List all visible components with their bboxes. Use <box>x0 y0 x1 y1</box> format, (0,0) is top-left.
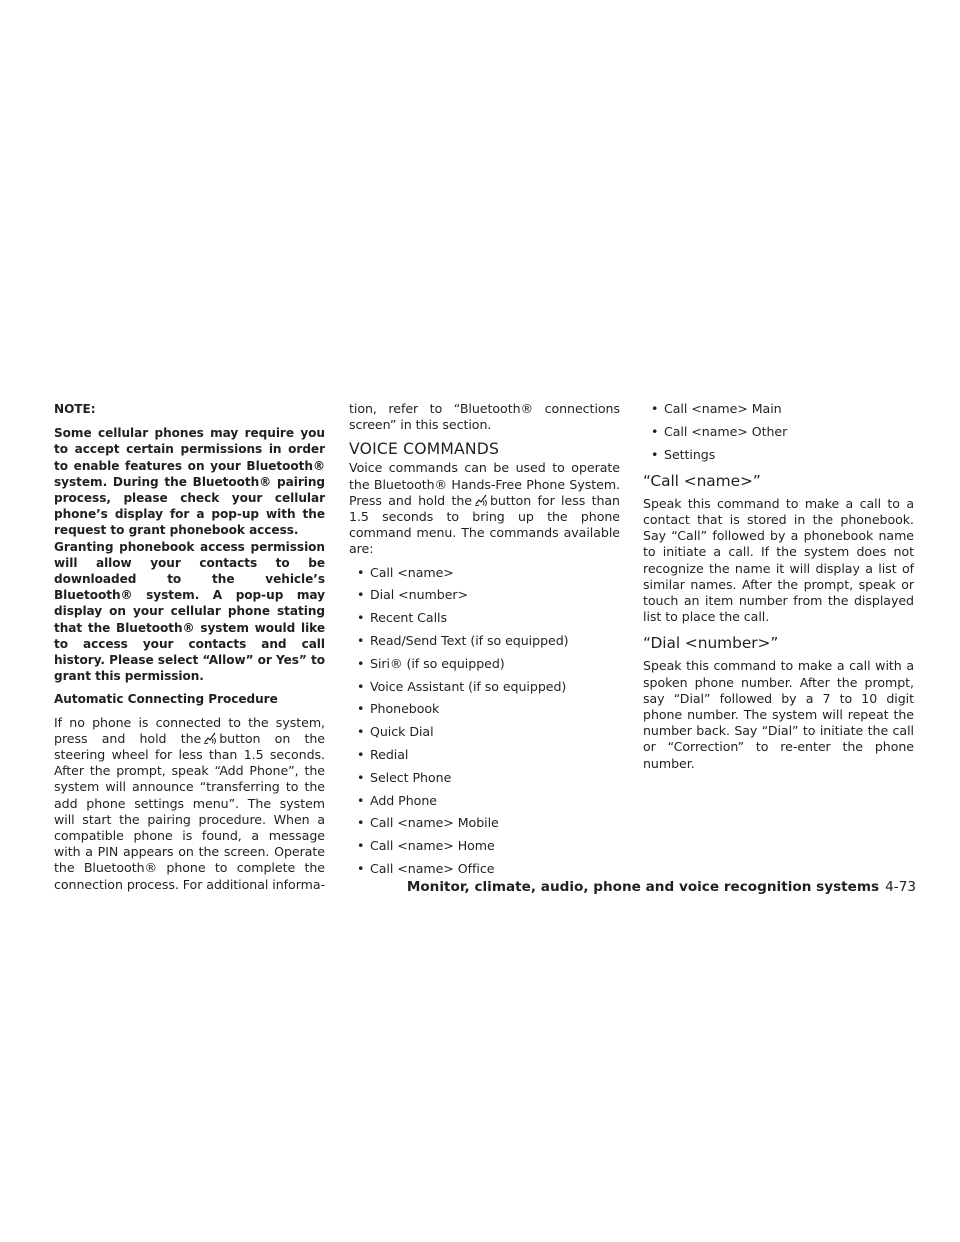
list-item: • Redial <box>357 747 409 762</box>
list-item: • Settings <box>651 446 716 462</box>
footer-section-title: Monitor, climate, audio, phone and voice recognition systems <box>406 879 880 895</box>
page-footer <box>407 878 916 896</box>
call-name-paragraph: Speak this command to make a call to a contact that is stored in the phonebook. Say “Call” followed by a phonebook name to initiate a call. If the system does not recognize the name it will display a list of similar names. After the prompt, speak or touch an item number from the displayed list to place the call. <box>643 495 914 625</box>
column-left <box>54 401 325 900</box>
list-item: • Call <name> Home <box>357 838 495 854</box>
list-item: • Call <name> Office <box>357 860 495 876</box>
phone-voice-icon <box>473 493 489 507</box>
auto-connect-text-b: button on the steering wheel for less than 1.5 seconds. After the prompt, speak “Add Phone”, the system will announce “transferring to the add phone settings menu”. The system will start the pairing procedure. When a compatible phone is found, a message with a PIN appears on the screen. Operate the Bluetooth® phone to complete the connection process. For additional informa- <box>54 730 325 892</box>
dial-number-heading: “Dial <number>” <box>643 634 779 653</box>
list-item: • Call <name> Other <box>651 423 788 439</box>
list-item: • Recent Calls <box>357 610 447 626</box>
list-item: • Call <name> Mobile <box>357 815 499 831</box>
note-paragraph-phonebook: Granting phonebook access permission will allow your contacts to be downloaded to the vehicle’s Bluetooth® system. A pop-up may display on your cellular phone stating that the Bluetooth® system would like to access your contacts and call history. Please select “Allow” or Yes” to grant this permission. <box>54 539 325 684</box>
voice-commands-paragraph <box>349 460 620 557</box>
column-right <box>643 401 914 779</box>
voice-commands-text-a: Voice commands can be used to operate the Bluetooth® Hands-Free Phone System. Press and hold the <box>349 460 620 508</box>
list-item: • Siri® (if so equipped) <box>357 655 505 671</box>
note-paragraph-permissions: Some cellular phones may require you to accept certain permissions in order to enable features on your Bluetooth® system. During the Bluetooth® pairing process, please check your cellular phone’s display for a pop-up with the request to grant phonebook access. <box>54 426 325 538</box>
call-name-heading: “Call <name>” <box>643 471 761 490</box>
page-number: 4-73 <box>885 879 916 895</box>
column-middle <box>349 401 620 884</box>
command-list-continued <box>643 401 914 463</box>
list-item: • Add Phone <box>357 792 437 808</box>
command-list <box>349 565 620 878</box>
list-item: • Phonebook <box>357 701 440 717</box>
auto-connect-paragraph <box>54 715 325 893</box>
continued-paragraph: tion, refer to “Bluetooth® connections screen” in this section. <box>349 401 620 433</box>
list-item: • Call <name> Main <box>651 401 782 416</box>
note-label: NOTE: <box>54 402 96 416</box>
list-item: • Read/Send Text (if so equipped) <box>357 633 569 649</box>
voice-commands-text-b: button for less than 1.5 seconds to bring up the phone command menu. The commands available are: <box>349 492 620 557</box>
list-item: • Voice Assistant (if so equipped) <box>357 678 567 694</box>
phone-voice-icon <box>202 731 218 745</box>
list-item: • Quick Dial <box>357 724 434 740</box>
list-item: • Select Phone <box>357 769 452 785</box>
auto-connect-text-a: If no phone is connected to the system, press and hold the <box>54 714 325 746</box>
voice-commands-heading: VOICE COMMANDS <box>349 440 500 459</box>
auto-connect-heading: Automatic Connecting Procedure <box>54 692 278 707</box>
list-item: • Dial <number> <box>357 587 469 603</box>
list-item: • Call <name> <box>357 564 454 580</box>
dial-number-paragraph: Speak this command to make a call with a spoken phone number. After the prompt, say “Dial” followed by a 7 to 10 digit phone number. The system will repeat the number back. Say “Dial” to initiate the call or “Correction” to re-enter the phone number. <box>643 658 914 771</box>
